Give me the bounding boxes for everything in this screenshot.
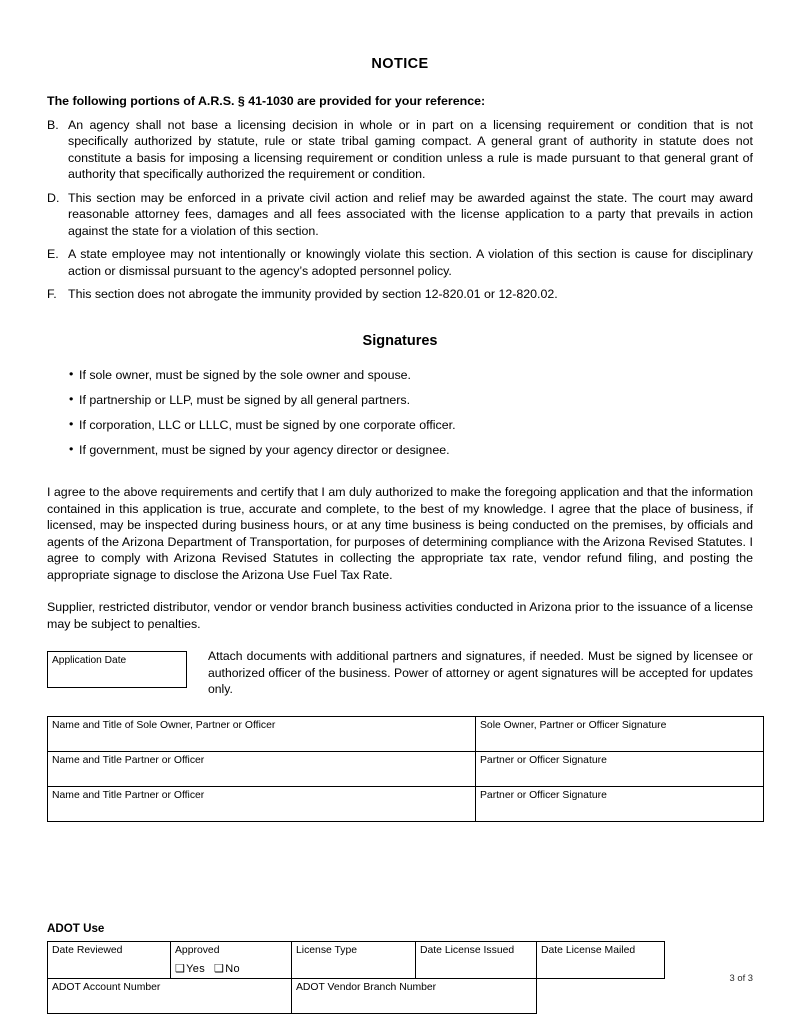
adot-vendor-branch-cell[interactable] — [292, 979, 537, 1014]
owner-name-cell[interactable] — [48, 717, 476, 752]
bullet-icon: • — [69, 442, 74, 457]
partner-name-label: Name and Title Partner or Officer — [52, 790, 205, 802]
signature-table — [47, 716, 764, 822]
bullet-icon: • — [69, 392, 74, 406]
checkbox-icon-no[interactable]: ❑ — [214, 962, 225, 975]
adot-account-number-cell[interactable] — [48, 979, 292, 1014]
statute-text: This section may be enforced in a private civil action and relief may be awarded against the state. The court may award reasonable attorney fees, damages and all fees associated with the license application to a party that prevails in action against the state for a violation of this section. — [68, 190, 753, 238]
page-title: NOTICE — [371, 56, 429, 72]
signature-rule-text: If government, must be signed by your agency director or designee. — [79, 443, 450, 458]
statute-text: This section does not abrogate the immunity provided by section 12-820.01 or 12-820.02. — [68, 287, 558, 302]
table-row — [48, 787, 764, 822]
statute-item-f — [47, 286, 753, 303]
statute-marker: D. — [47, 190, 60, 205]
supplier-penalty-paragraph: Supplier, restricted distributor, vendor or vendor branch business activities conducted in Arizona prior to the issuance of a license may be subject to penalties. — [47, 600, 753, 631]
partner-signature-label: Partner or Officer Signature — [480, 755, 607, 767]
statute-item-d — [47, 190, 753, 240]
table-row — [48, 752, 764, 787]
signatures-heading: Signatures — [362, 332, 438, 349]
approved-label: Approved — [175, 945, 220, 957]
table-row — [48, 979, 665, 1014]
adot-vendor-branch-label: ADOT Vendor Branch Number — [296, 982, 437, 994]
empty-cell — [537, 979, 665, 1014]
approved-cell — [171, 942, 292, 979]
bullet-icon: • — [69, 417, 74, 432]
partner-signature-cell-1[interactable] — [476, 752, 764, 787]
statute-marker: F. — [47, 287, 57, 302]
owner-signature-cell[interactable] — [476, 717, 764, 752]
adot-account-number-label: ADOT Account Number — [52, 982, 161, 994]
signature-rule-text: If partnership or LLP, must be signed by all general partners. — [79, 393, 411, 407]
list-item — [47, 367, 753, 383]
statute-reference-lead: The following portions of A.R.S. § 41-1030 are provided for your reference: — [47, 94, 486, 108]
list-item — [47, 442, 753, 458]
list-item — [47, 417, 753, 433]
list-item — [47, 392, 753, 408]
license-type-cell[interactable] — [292, 942, 416, 979]
statute-text: An agency shall not base a licensing decision in whole or in part on a licensing requirement or condition that is not specifically authorized by statute, rule or state tribal gaming compact. A general grant of authority in statute does not constitute a basis for imposing a licensing requirement or condition unless a rule is made pursuant to that general grant of authority that specifically authorized the requirement or condition. — [68, 117, 753, 182]
date-license-mailed-cell[interactable] — [537, 942, 665, 979]
statute-item-e — [47, 246, 753, 279]
signature-rules-list — [47, 349, 753, 459]
signature-rule-text: If sole owner, must be signed by the sole owner and spouse. — [79, 367, 411, 382]
adot-use-table — [47, 941, 665, 1014]
statute-item-b — [47, 117, 753, 183]
license-type-label: License Type — [296, 945, 358, 957]
agreement-paragraph: I agree to the above requirements and certify that I am duly authorized to make the foregoing application and that the information contained in this application is true, accurate and complete, to the best of my knowledge. I agree that the place of business, if licensed, may be inspected during business hours, or at any time business is being conducted on the premises, by officials and agents of the Arizona Department of Transportation, for purposes of determining compliance with the Arizona Revised Statutes. I agree to comply with Arizona Revised Statutes in collecting the appropriate tax rate, vendor refund filing, and posting the appropriate signage to disclose the Arizona Use Fuel Tax Rate. — [47, 485, 753, 582]
statute-text: A state employee may not intentionally or knowingly violate this section. A violation of this section is cause for disciplinary action or dismissal pursuant to the agency’s adopted personnel policy. — [68, 247, 753, 278]
partner-name-label: Name and Title Partner or Officer — [52, 755, 205, 767]
approved-options — [175, 958, 291, 976]
partner-name-cell-2[interactable] — [48, 787, 476, 822]
page-footer: 3 of 3 — [729, 972, 753, 983]
statute-marker: B. — [47, 117, 59, 132]
signature-rule-text: If corporation, LLC or LLLC, must be signed by one corporate officer. — [79, 418, 456, 433]
application-date-field[interactable] — [47, 651, 187, 688]
statute-marker: E. — [47, 247, 59, 262]
partner-signature-label: Partner or Officer Signature — [480, 790, 607, 802]
table-row — [48, 717, 764, 752]
date-reviewed-label: Date Reviewed — [52, 945, 123, 957]
application-date-row — [47, 632, 753, 697]
date-reviewed-cell[interactable] — [48, 942, 171, 979]
partner-signature-cell-2[interactable] — [476, 787, 764, 822]
owner-signature-label: Sole Owner, Partner or Officer Signature — [480, 720, 667, 732]
bullet-icon: • — [69, 366, 74, 381]
statute-list — [47, 117, 753, 303]
application-date-label: Application Date — [52, 655, 127, 667]
approved-yes-label: Yes — [186, 962, 206, 975]
page-content — [47, 0, 753, 1014]
owner-name-label: Name and Title of Sole Owner, Partner or Officer — [52, 720, 276, 732]
approved-no-label: No — [225, 962, 240, 975]
checkbox-icon-yes[interactable]: ❑ — [175, 962, 186, 975]
table-row — [48, 942, 665, 979]
date-license-issued-cell[interactable] — [416, 942, 537, 979]
adot-use-heading: ADOT Use — [47, 922, 105, 936]
date-license-issued-label: Date License Issued — [420, 945, 515, 957]
attachment-instructions: Attach documents with additional partners and signatures, if needed. Must be signed by licensee or authorized officer of the business. Power of attorney or agent signatures will be accepted for updates only. — [208, 649, 753, 697]
date-license-mailed-label: Date License Mailed — [541, 945, 636, 957]
partner-name-cell-1[interactable] — [48, 752, 476, 787]
